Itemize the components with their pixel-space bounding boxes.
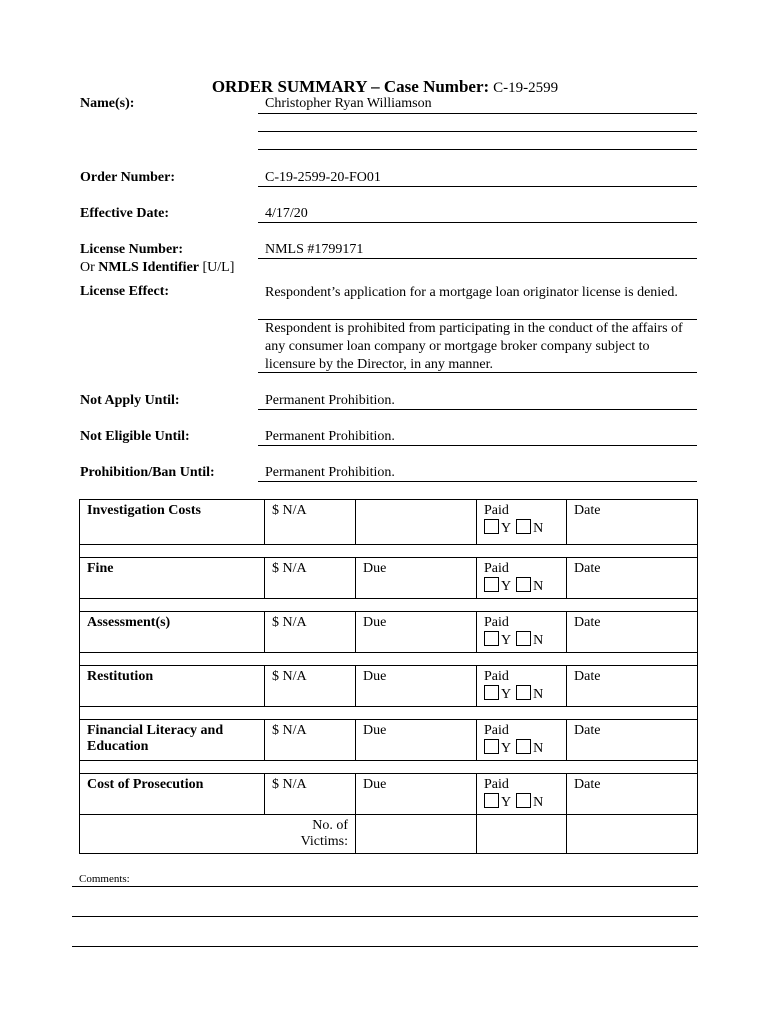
effective-date-value: 4/17/20 [265, 206, 308, 221]
fee-row-cost-of-prosecution [80, 774, 698, 815]
victims-empty-1 [477, 815, 567, 854]
fee-paid: Paid Y N [477, 720, 567, 761]
fee-amount: $ N/A [265, 612, 356, 653]
license-number-line [258, 258, 697, 259]
fee-due: Due [356, 774, 477, 815]
names-line-3 [258, 149, 697, 150]
fee-row-fine [80, 558, 698, 599]
paid-no-checkbox[interactable] [516, 631, 531, 646]
license-number-value: NMLS #1799171 [265, 242, 364, 257]
fee-date: Date [567, 612, 698, 653]
names-line-2 [258, 131, 697, 132]
fee-paid: Paid Y N [477, 666, 567, 707]
case-number: C-19-2599 [493, 80, 559, 96]
names-line-1 [258, 113, 697, 114]
names-value: Christopher Ryan Williamson [265, 96, 432, 111]
spacer-row [80, 707, 698, 720]
fee-amount: $ N/A [265, 774, 356, 815]
effective-date-label: Effective Date: [80, 206, 170, 221]
comments-line-1 [72, 886, 698, 887]
paid-yes-checkbox[interactable] [484, 685, 499, 700]
prohibition-until-value: Permanent Prohibition. [265, 465, 395, 480]
order-number-label: Order Number: [80, 170, 175, 185]
spacer-row [80, 545, 698, 558]
fee-date: Date [567, 500, 698, 545]
victims-label: No. of Victims: [80, 815, 356, 854]
fee-date: Date [567, 558, 698, 599]
paid-yes-checkbox[interactable] [484, 577, 499, 592]
fee-paid: Paid Y N [477, 612, 567, 653]
fee-name: Fine [80, 558, 265, 599]
spacer-row [80, 599, 698, 612]
order-number-line [258, 186, 697, 187]
comments-label: Comments: [79, 873, 130, 885]
paid-no-checkbox[interactable] [516, 739, 531, 754]
license-number-label: License Number: [80, 242, 184, 257]
fee-row-investigation [80, 500, 698, 545]
paid-yes-checkbox[interactable] [484, 793, 499, 808]
fee-date: Date [567, 666, 698, 707]
license-effect-paragraph-1: Respondent’s application for a mortgage loan originator license is denied. [265, 285, 678, 300]
fee-due: Due [356, 666, 477, 707]
fee-date: Date [567, 720, 698, 761]
not-apply-until-value: Permanent Prohibition. [265, 393, 395, 408]
spacer-row [80, 761, 698, 774]
fee-due [356, 500, 477, 545]
fee-due: Due [356, 612, 477, 653]
title-text: ORDER SUMMARY – Case Number: [211, 77, 490, 96]
not-eligible-until-label: Not Eligible Until: [80, 429, 190, 444]
license-effect-paragraph-2: Respondent is prohibited from participating in the conduct of the affairs of any consumer loan company or mortgage broker company subject to licensure by the Director, in any manner. [265, 321, 683, 372]
fee-paid: Paid Y N [477, 774, 567, 815]
not-eligible-until-value: Permanent Prohibition. [265, 429, 395, 444]
license-effect-line-2 [258, 372, 697, 373]
fee-row-financial-literacy [80, 720, 698, 761]
paid-no-checkbox[interactable] [516, 577, 531, 592]
not-eligible-until-line [258, 445, 697, 446]
fee-paid: Paid Y N [477, 500, 567, 545]
fee-name: Restitution [80, 666, 265, 707]
fee-paid: Paid Y N [477, 558, 567, 599]
comments-line-3 [72, 946, 698, 947]
fee-name: Cost of Prosecution [80, 774, 265, 815]
victims-value [356, 815, 477, 854]
fee-date: Date [567, 774, 698, 815]
fee-name: Investigation Costs [80, 500, 265, 545]
not-apply-until-line [258, 409, 697, 410]
prohibition-until-line [258, 481, 697, 482]
nmls-identifier-label: Or NMLS Identifier [U/L] [80, 260, 235, 275]
fee-amount: $ N/A [265, 666, 356, 707]
names-label: Name(s): [80, 96, 135, 111]
paid-no-checkbox[interactable] [516, 685, 531, 700]
fee-due: Due [356, 720, 477, 761]
victims-row [80, 815, 698, 854]
effective-date-line [258, 222, 697, 223]
prohibition-until-label: Prohibition/Ban Until: [80, 465, 215, 480]
fee-name: Assessment(s) [80, 612, 265, 653]
paid-no-checkbox[interactable] [516, 519, 531, 534]
victims-empty-2 [567, 815, 698, 854]
paid-no-checkbox[interactable] [516, 793, 531, 808]
fee-amount: $ N/A [265, 500, 356, 545]
fee-row-assessment [80, 612, 698, 653]
fee-row-restitution [80, 666, 698, 707]
spacer-row [80, 653, 698, 666]
page-title [0, 77, 770, 97]
fee-name: Financial Literacy and Education [80, 720, 265, 761]
not-apply-until-label: Not Apply Until: [80, 393, 180, 408]
fee-amount: $ N/A [265, 558, 356, 599]
license-effect-label: License Effect: [80, 284, 170, 299]
order-number-value: C-19-2599-20-FO01 [265, 170, 381, 185]
fee-due: Due [356, 558, 477, 599]
paid-yes-checkbox[interactable] [484, 631, 499, 646]
fee-amount: $ N/A [265, 720, 356, 761]
paid-yes-checkbox[interactable] [484, 519, 499, 534]
fees-table [79, 499, 698, 854]
paid-yes-checkbox[interactable] [484, 739, 499, 754]
comments-line-2 [72, 916, 698, 917]
